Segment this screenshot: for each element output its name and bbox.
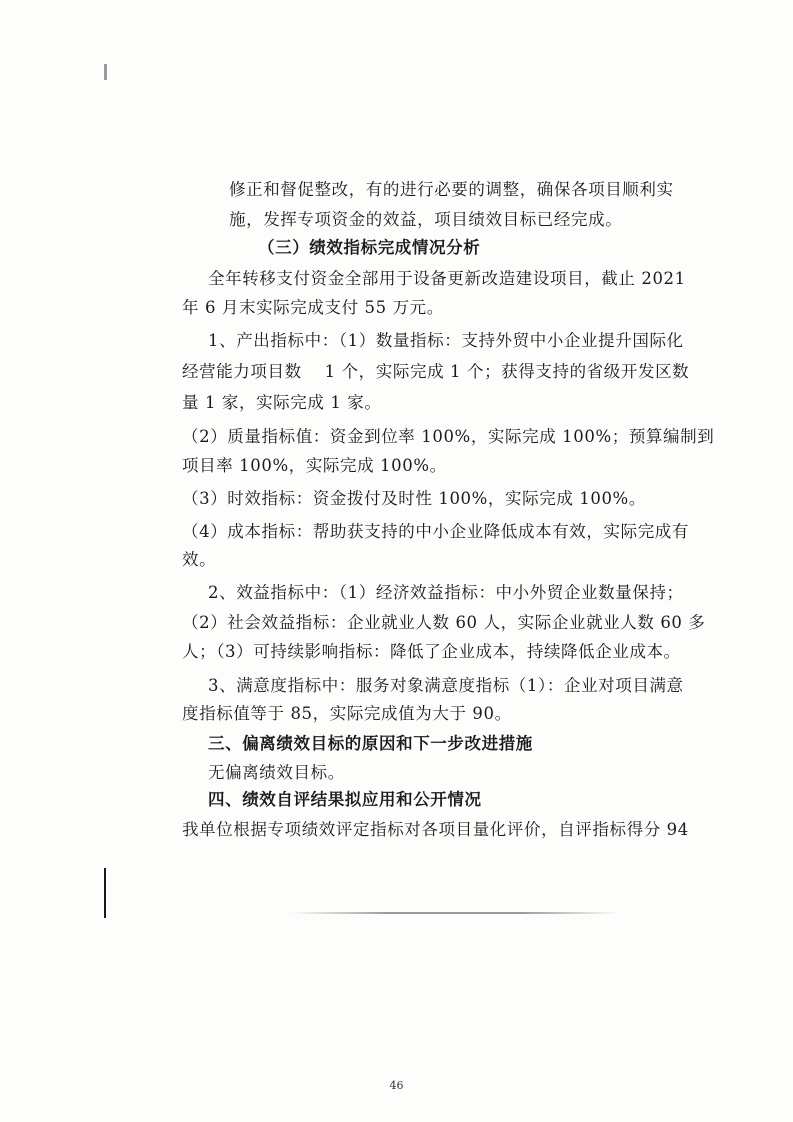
paragraph-line: 施，发挥专项资金的效益，项目绩效目标已经完成。 — [229, 210, 623, 229]
paragraph-line: 人；（3）可持续影响指标：降低了企业成本，持续降低企业成本。 — [182, 642, 681, 661]
paragraph-line: 项目率 100%，实际完成 100%。 — [182, 456, 447, 475]
page-number: 46 — [389, 1079, 404, 1092]
paragraph-line: （2）质量指标值：资金到位率 100%，实际完成 100%；预算编制到 — [182, 427, 715, 446]
scan-artifact-mark — [104, 64, 107, 80]
section-heading: 三、偏离绩效目标的原因和下一步改进措施 — [208, 734, 533, 753]
scan-artifact-line — [290, 912, 620, 914]
paragraph-line: （2）社会效益指标：企业就业人数 60 人，实际企业就业人数 60 多 — [182, 613, 706, 632]
paragraph-line: 我单位根据专项绩效评定指标对各项目量化评价，自评指标得分 94 — [182, 820, 689, 839]
paragraph-line: 经营能力项目数 1 个，实际完成 1 个；获得支持的省级开发区数 — [182, 362, 690, 381]
paragraph-line: 量 1 家，实际完成 1 家。 — [182, 393, 382, 412]
paragraph-line: 2、效益指标中：（1）经济效益指标：中小外贸企业数量保持； — [208, 583, 684, 602]
paragraph-line: （3）时效指标：资金拨付及时性 100%，实际完成 100%。 — [182, 489, 646, 508]
paragraph-line: 度指标值等于 85，实际完成值为大于 90。 — [182, 704, 512, 723]
paragraph-line: 效。 — [182, 550, 217, 569]
paragraph-line: 全年转移支付资金全部用于设备更新改造建设项目，截止 2021 — [208, 269, 686, 288]
scan-artifact-edge — [104, 868, 106, 918]
paragraph-line: （4）成本指标：帮助获支持的中小企业降低成本有效，实际完成有 — [182, 522, 689, 541]
paragraph-line: 3、满意度指标中：服务对象满意度指标（1）：企业对项目满意 — [208, 676, 684, 695]
paragraph-line: 1、产出指标中：（1）数量指标：支持外贸中小企业提升国际化 — [208, 331, 684, 350]
section-heading: （三）绩效指标完成情况分析 — [258, 238, 481, 257]
paragraph-line: 年 6 月末实际完成支付 55 万元。 — [182, 298, 444, 317]
section-heading: 四、绩效自评结果拟应用和公开情况 — [208, 790, 482, 809]
paragraph-line: 无偏离绩效目标。 — [208, 763, 345, 782]
paragraph-line: 修正和督促整改，有的进行必要的调整，确保各项目顺利实 — [229, 180, 674, 199]
